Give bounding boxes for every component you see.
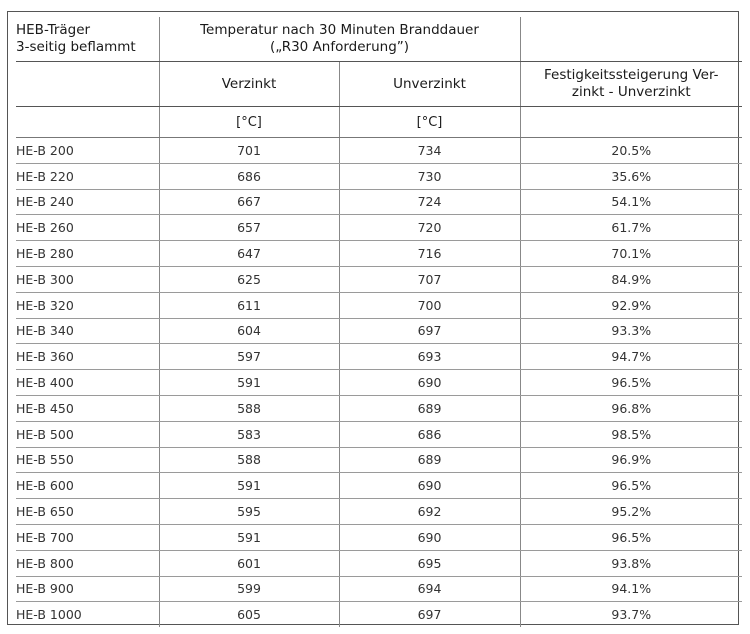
cell-ungalvanized-temp: 720: [339, 215, 520, 241]
table-row: [16, 602, 742, 627]
cell-beam-type: HE-B 550: [16, 447, 159, 473]
cell-ungalvanized-temp: 697: [339, 602, 520, 627]
cell-galvanized-temp: 591: [159, 473, 339, 499]
cell-galvanized-temp: 604: [159, 318, 339, 344]
cell-ungalvanized-temp: 734: [339, 138, 520, 164]
cell-ungalvanized-temp: 693: [339, 344, 520, 370]
cell-strength-increase: 70.1%: [520, 241, 742, 267]
cell-galvanized-temp: 588: [159, 395, 339, 421]
cell-beam-type: HE-B 400: [16, 370, 159, 396]
cell-galvanized-temp: 599: [159, 576, 339, 602]
cell-beam-type: HE-B 500: [16, 421, 159, 447]
cell-ungalvanized-temp: 724: [339, 189, 520, 215]
cell-beam-type: HE-B 220: [16, 163, 159, 189]
cell-ungalvanized-temp: 695: [339, 550, 520, 576]
cell-ungalvanized-temp: 689: [339, 395, 520, 421]
header-empty-cell: [520, 17, 742, 62]
cell-beam-type: HE-B 240: [16, 189, 159, 215]
table-row: [16, 499, 742, 525]
data-table: [16, 17, 742, 627]
table-row: [16, 266, 742, 292]
unit-galvanized: [°C]: [159, 107, 339, 138]
header-empty-cell: [520, 107, 742, 138]
cell-strength-increase: 94.1%: [520, 576, 742, 602]
table-row: [16, 189, 742, 215]
cell-strength-increase: 93.7%: [520, 602, 742, 627]
cell-beam-type: HE-B 800: [16, 550, 159, 576]
header-beam-type-line2: 3-seitig beflammt: [16, 39, 136, 55]
cell-ungalvanized-temp: 716: [339, 241, 520, 267]
cell-strength-increase: 95.2%: [520, 499, 742, 525]
cell-galvanized-temp: 605: [159, 602, 339, 627]
cell-ungalvanized-temp: 692: [339, 499, 520, 525]
header-beam-type: [16, 17, 159, 62]
cell-ungalvanized-temp: 730: [339, 163, 520, 189]
cell-beam-type: HE-B 600: [16, 473, 159, 499]
cell-ungalvanized-temp: 697: [339, 318, 520, 344]
cell-galvanized-temp: 591: [159, 524, 339, 550]
header-temperature-line2: („R30 Anforderung”): [269, 39, 410, 55]
cell-beam-type: HE-B 450: [16, 395, 159, 421]
cell-galvanized-temp: 591: [159, 370, 339, 396]
cell-strength-increase: 20.5%: [520, 138, 742, 164]
cell-strength-increase: 96.5%: [520, 370, 742, 396]
cell-ungalvanized-temp: 686: [339, 421, 520, 447]
cell-beam-type: HE-B 200: [16, 138, 159, 164]
header-empty-cell: [16, 62, 159, 107]
table-body: [16, 138, 742, 628]
cell-beam-type: HE-B 900: [16, 576, 159, 602]
cell-beam-type: HE-B 340: [16, 318, 159, 344]
header-strength-increase: [520, 62, 742, 107]
table-row: [16, 473, 742, 499]
header-temperature-line1: Temperatur nach 30 Minuten Branddauer: [200, 22, 479, 38]
table-row: [16, 292, 742, 318]
cell-strength-increase: 92.9%: [520, 292, 742, 318]
cell-galvanized-temp: 601: [159, 550, 339, 576]
table-row: [16, 447, 742, 473]
header-ungalvanized: Unverzinkt: [339, 62, 520, 107]
table-row: [16, 344, 742, 370]
cell-strength-increase: 94.7%: [520, 344, 742, 370]
header-row-group: [16, 17, 742, 62]
cell-ungalvanized-temp: 690: [339, 524, 520, 550]
header-row-columns: [16, 62, 742, 107]
cell-galvanized-temp: 657: [159, 215, 339, 241]
table-row: [16, 370, 742, 396]
table-row: [16, 395, 742, 421]
cell-galvanized-temp: 647: [159, 241, 339, 267]
cell-galvanized-temp: 686: [159, 163, 339, 189]
cell-ungalvanized-temp: 690: [339, 473, 520, 499]
header-temperature-group: [159, 17, 520, 62]
cell-beam-type: HE-B 650: [16, 499, 159, 525]
cell-strength-increase: 93.8%: [520, 550, 742, 576]
cell-strength-increase: 93.3%: [520, 318, 742, 344]
cell-galvanized-temp: 597: [159, 344, 339, 370]
table-row: [16, 576, 742, 602]
unit-ungalvanized: [°C]: [339, 107, 520, 138]
cell-ungalvanized-temp: 707: [339, 266, 520, 292]
cell-beam-type: HE-B 280: [16, 241, 159, 267]
header-beam-type-line1: HEB-Träger: [16, 22, 91, 38]
cell-beam-type: HE-B 300: [16, 266, 159, 292]
table-row: [16, 421, 742, 447]
header-empty-cell: [16, 107, 159, 138]
cell-beam-type: HE-B 260: [16, 215, 159, 241]
cell-strength-increase: 61.7%: [520, 215, 742, 241]
cell-strength-increase: 54.1%: [520, 189, 742, 215]
cell-ungalvanized-temp: 690: [339, 370, 520, 396]
cell-strength-increase: 96.9%: [520, 447, 742, 473]
cell-strength-increase: 84.9%: [520, 266, 742, 292]
header-galvanized: Verzinkt: [159, 62, 339, 107]
table-row: [16, 318, 742, 344]
cell-galvanized-temp: 595: [159, 499, 339, 525]
cell-ungalvanized-temp: 694: [339, 576, 520, 602]
cell-galvanized-temp: 583: [159, 421, 339, 447]
table-row: [16, 138, 742, 164]
header-strength-line2: zinkt - Unverzinkt: [571, 84, 691, 100]
cell-strength-increase: 98.5%: [520, 421, 742, 447]
cell-beam-type: HE-B 360: [16, 344, 159, 370]
cell-galvanized-temp: 667: [159, 189, 339, 215]
cell-beam-type: HE-B 1000: [16, 607, 82, 623]
cell-strength-increase: 96.8%: [520, 395, 742, 421]
cell-beam-type: HE-B 320: [16, 292, 159, 318]
cell-strength-increase: 35.6%: [520, 163, 742, 189]
cell-strength-increase: 96.5%: [520, 524, 742, 550]
cell-galvanized-temp: 625: [159, 266, 339, 292]
cell-beam-type: HE-B 700: [16, 524, 159, 550]
table-row: [16, 215, 742, 241]
table-row: [16, 524, 742, 550]
cell-galvanized-temp: 588: [159, 447, 339, 473]
cell-ungalvanized-temp: 700: [339, 292, 520, 318]
cell-galvanized-temp: 611: [159, 292, 339, 318]
cell-strength-increase: 96.5%: [520, 473, 742, 499]
table-row: [16, 241, 742, 267]
table-row: [16, 163, 742, 189]
cell-galvanized-temp: 701: [159, 138, 339, 164]
header-strength-line1: Festigkeitssteigerung Ver-: [544, 67, 719, 83]
table-row: [16, 550, 742, 576]
header-row-units: [16, 107, 742, 138]
cell-ungalvanized-temp: 689: [339, 447, 520, 473]
